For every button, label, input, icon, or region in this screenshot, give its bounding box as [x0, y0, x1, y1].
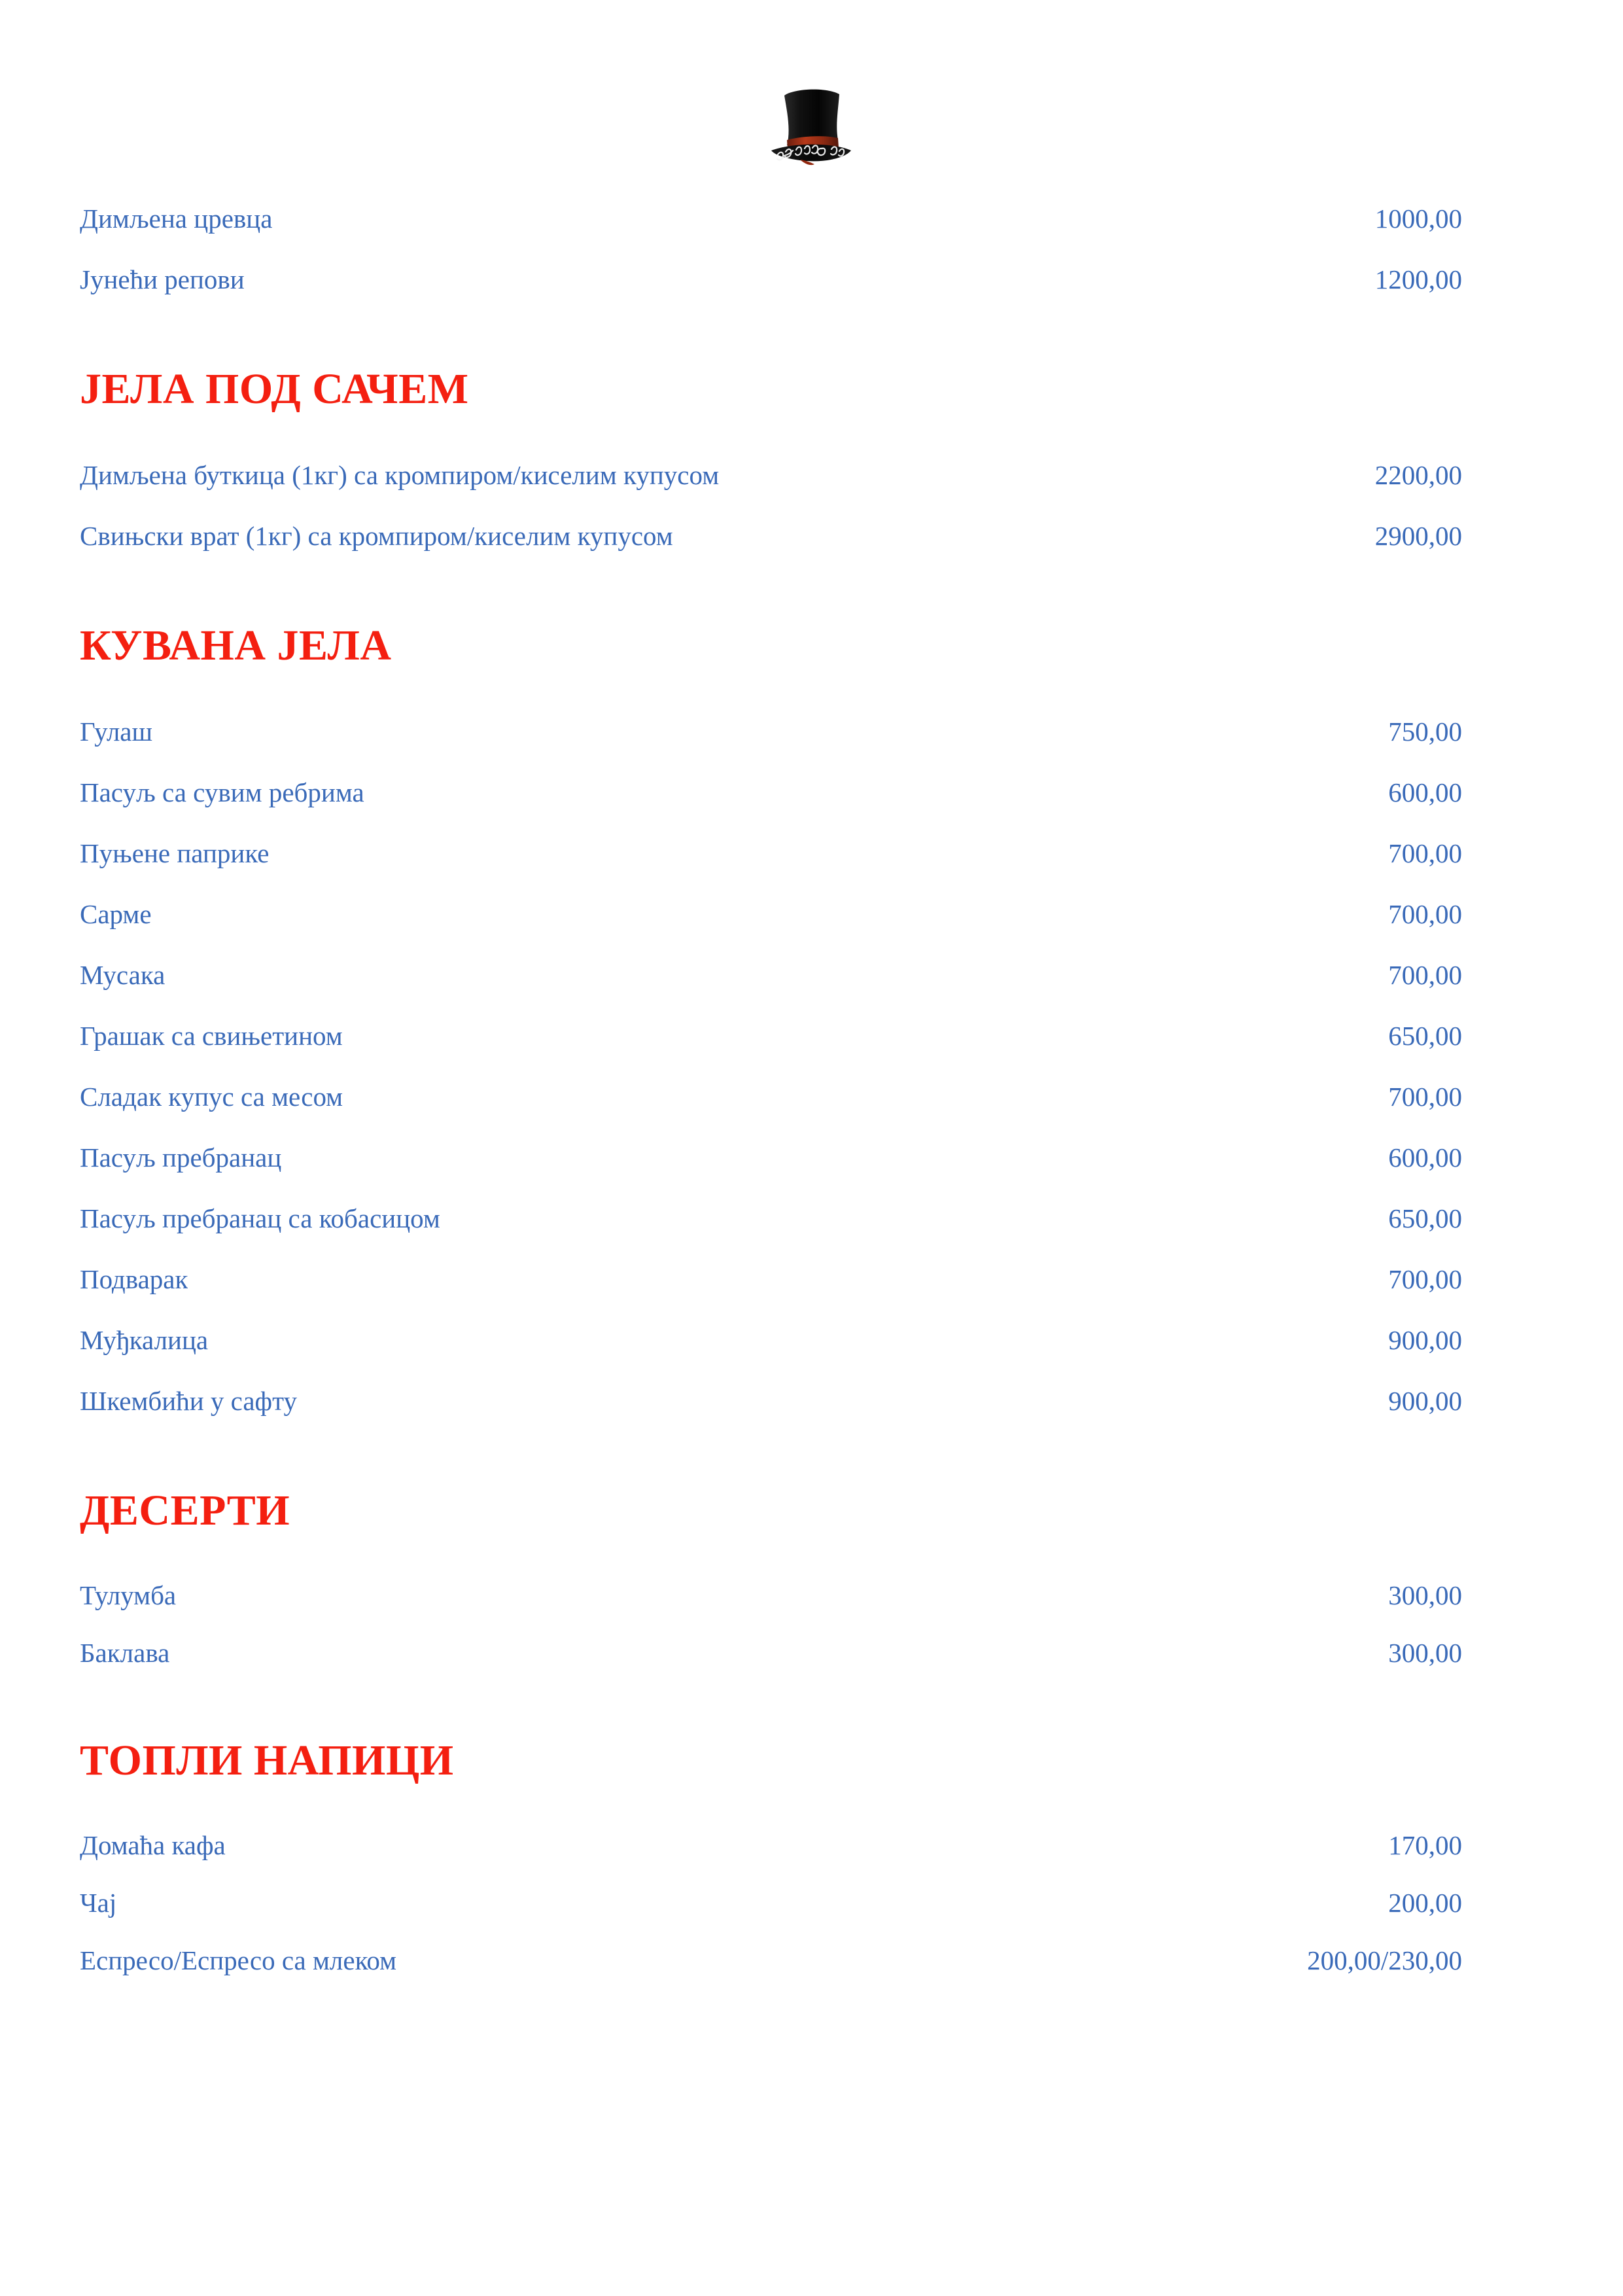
item-price: 900,00: [1388, 1325, 1462, 1355]
menu-row: [80, 945, 1462, 1006]
item-name: Гулаш: [80, 716, 153, 747]
item-price: 300,00: [1388, 1638, 1462, 1668]
item-name: Домаћа кафа: [80, 1830, 226, 1860]
menu-row: [80, 445, 1462, 506]
section-deserti: [80, 1489, 1462, 1682]
item-name: Подварак: [80, 1264, 188, 1294]
section-item-list: [80, 445, 1462, 567]
item-price: 600,00: [1388, 1142, 1462, 1173]
item-name: Еспресо/Еспресо са млеком: [80, 1945, 397, 1975]
intro-item-list: [80, 188, 1462, 310]
menu-row: [80, 1249, 1462, 1310]
spacer: [80, 1782, 1462, 1816]
menu-row: [80, 1310, 1462, 1371]
spacer: [80, 1532, 1462, 1566]
section-jela-pod-sacem: [80, 365, 1462, 567]
item-name: Пуњене паприке: [80, 838, 270, 868]
menu-row: [80, 1874, 1462, 1932]
item-price: 700,00: [1388, 1264, 1462, 1294]
item-price: 600,00: [1388, 777, 1462, 807]
menu-row: [80, 1566, 1462, 1624]
menu-row: [80, 1067, 1462, 1127]
menu-row: [80, 1188, 1462, 1249]
restaurant-logo: [0, 77, 1623, 188]
section-heading: ТОПЛИ НАПИЦИ: [80, 1737, 454, 1784]
item-price: 700,00: [1388, 899, 1462, 929]
spacer: [80, 411, 1462, 445]
top-hat-logo-icon: [746, 77, 877, 182]
item-price: 700,00: [1388, 1082, 1462, 1112]
menu-row: [80, 1006, 1462, 1067]
item-name: Пасуљ са сувим ребрима: [80, 777, 364, 807]
item-name: Грашак са свињетином: [80, 1021, 343, 1051]
item-price: 650,00: [1388, 1021, 1462, 1051]
menu-content: [80, 188, 1462, 1989]
item-price: 170,00: [1388, 1830, 1462, 1860]
menu-row: [80, 1624, 1462, 1682]
item-name: Пасуљ пребранац: [80, 1142, 282, 1173]
menu-row: [80, 701, 1462, 762]
item-name: Пасуљ пребранац са кобасицом: [80, 1203, 440, 1233]
menu-row: [80, 1127, 1462, 1188]
section-heading: ДЕСЕРТИ: [80, 1487, 290, 1534]
section-item-list: [80, 1816, 1462, 1989]
item-name: Димљена буткица (1кг) са кромпиром/киселим купусом: [80, 460, 720, 490]
spacer: [80, 667, 1462, 701]
item-price: 700,00: [1388, 960, 1462, 990]
menu-row: [80, 188, 1462, 249]
section-kuvana-jela: [80, 624, 1462, 1432]
item-price: 900,00: [1388, 1386, 1462, 1416]
menu-row: [80, 506, 1462, 567]
item-price: 200,00: [1388, 1888, 1462, 1918]
item-name: Шкембићи у сафту: [80, 1386, 297, 1416]
item-name: Свињски врат (1кг) са кромпиром/киселим купусом: [80, 521, 673, 551]
menu-row: [80, 762, 1462, 823]
section-heading: КУВАНА ЈЕЛА: [80, 622, 392, 669]
item-price: 700,00: [1388, 838, 1462, 868]
item-price: 1000,00: [1374, 203, 1462, 234]
item-price: 2200,00: [1374, 460, 1462, 490]
item-name: Сарме: [80, 899, 152, 929]
menu-row: [80, 1371, 1462, 1432]
menu-row: [80, 823, 1462, 884]
item-price: 300,00: [1388, 1580, 1462, 1610]
item-name: Чај: [80, 1888, 117, 1918]
item-name: Сладак купус са месом: [80, 1082, 343, 1112]
menu-row: [80, 884, 1462, 945]
item-name: Баклава: [80, 1638, 170, 1668]
item-price: 650,00: [1388, 1203, 1462, 1233]
section-item-list: [80, 1566, 1462, 1682]
item-name: Јунећи репови: [80, 264, 245, 294]
item-price: 750,00: [1388, 716, 1462, 747]
item-name: Тулумба: [80, 1580, 177, 1610]
item-price: 200,00/230,00: [1307, 1945, 1462, 1975]
menu-row: [80, 1932, 1462, 1989]
item-name: Димљена цревца: [80, 203, 273, 234]
section-item-list: [80, 701, 1462, 1432]
item-name: Муђкалица: [80, 1325, 209, 1355]
menu-row: [80, 249, 1462, 310]
item-price: 2900,00: [1374, 521, 1462, 551]
section-topli-napici: [80, 1739, 1462, 1989]
menu-row: [80, 1816, 1462, 1874]
item-price: 1200,00: [1374, 264, 1462, 294]
item-name: Мусака: [80, 960, 166, 990]
section-heading: ЈЕЛА ПОД САЧЕМ: [80, 365, 469, 413]
